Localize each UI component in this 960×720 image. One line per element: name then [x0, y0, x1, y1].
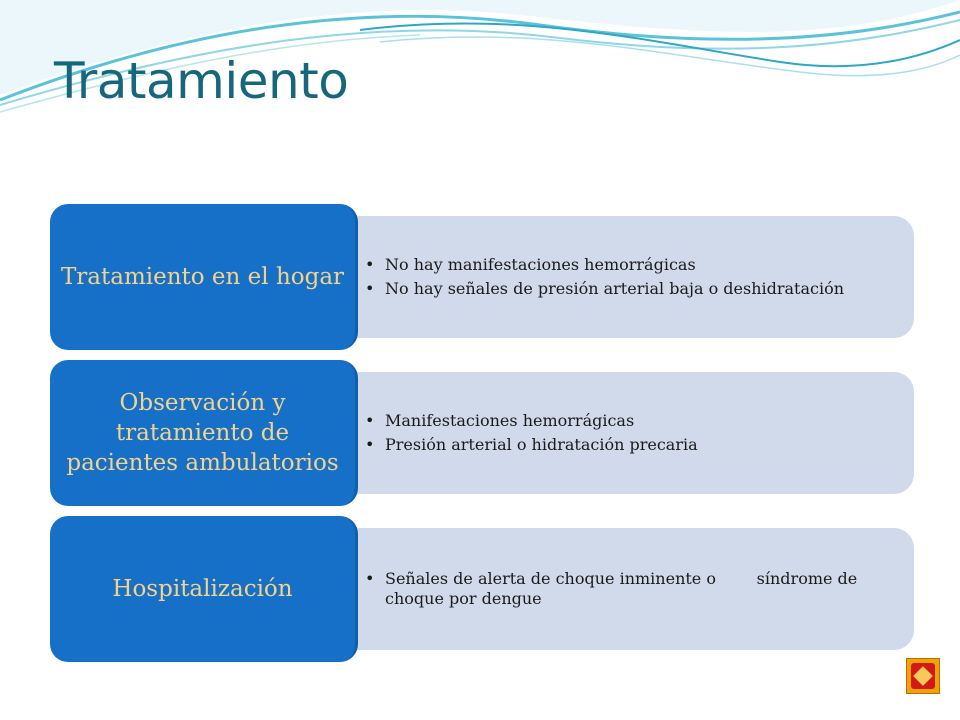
treatment-row-hospital — [50, 516, 915, 664]
bullet-item: • Manifestaciones hemorrágicas — [365, 411, 896, 431]
treatment-row-outpatient — [50, 360, 915, 508]
bullet-list — [365, 251, 896, 303]
row-details — [320, 216, 914, 338]
bullet-item: • No hay señales de presión arterial baja o deshidratación — [365, 279, 896, 299]
slide-title: Tratamiento — [54, 52, 349, 110]
treatment-row-home — [50, 204, 915, 352]
bullet-item: • Presión arterial o hidratación precaria — [365, 435, 896, 455]
bullet-item: • No hay manifestaciones hemorrágicas — [365, 255, 896, 275]
category-label: Hospitalización — [50, 516, 358, 662]
bullet-list — [365, 565, 896, 613]
home-nav-icon[interactable] — [906, 658, 940, 694]
row-details — [320, 528, 914, 650]
category-label: Tratamiento en el hogar — [50, 204, 358, 350]
bullet-list — [365, 407, 896, 459]
category-label: Observación y tratamiento de pacientes ambulatorios — [50, 360, 358, 506]
row-details — [320, 372, 914, 494]
bullet-item: • Señales de alerta de choque inminente o síndrome de choque por dengue — [365, 569, 896, 609]
